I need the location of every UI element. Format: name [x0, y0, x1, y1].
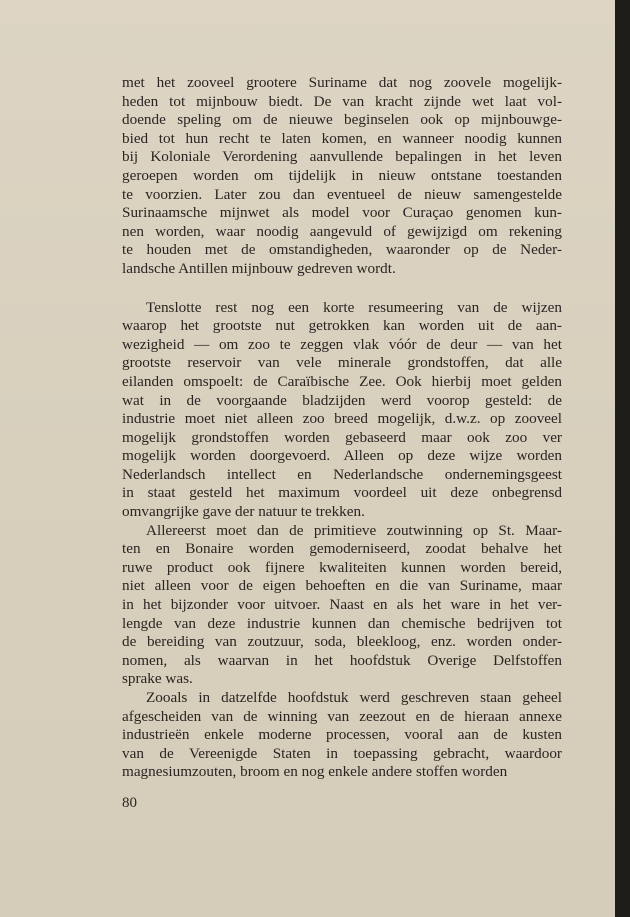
text-line: eilanden omspoelt: de Caraïbische Zee. Ook hierbij moet gelden — [122, 372, 562, 390]
text-line: de bereiding van zoutzuur, soda, bleekloog, enz. worden onder- — [122, 633, 562, 651]
text-line: sprake was. — [122, 670, 193, 688]
text-line: wat in de voorgaande bladzijden werd voorop gesteld: de — [122, 391, 562, 409]
text-line: industrieën enkele moderne processen, vooral aan de kusten — [122, 726, 562, 744]
text-line: niet alleen voor de eigen behoeften en die van Suriname, maar — [122, 577, 562, 595]
body-text — [122, 74, 562, 782]
text-line: geroepen worden om tijdelijk in nieuw ontstane toestanden — [122, 166, 562, 184]
text-line: bij Koloniale Verordening aanvullende bepalingen in het leven — [122, 148, 562, 166]
text-line: Tenslotte rest nog een korte resumeering van de wijzen — [146, 298, 562, 316]
text-line: van de Vereenigde Staten in toepassing gebracht, waardoor — [122, 744, 562, 762]
text-line: te voorzien. Later zou dan eventueel de nieuw samengestelde — [122, 185, 562, 203]
text-line: lengde van deze industrie kunnen dan chemische bedrijven tot — [122, 614, 562, 632]
text-line: magnesiumzouten, broom en nog enkele andere stoffen worden — [122, 763, 508, 781]
book-spine-edge — [615, 0, 630, 917]
paragraph-3 — [122, 522, 562, 689]
text-line: in staat gesteld het maximum voordeel uit deze onbegrensd — [122, 484, 562, 502]
text-line: heden tot mijnbouw biedt. De van kracht zijnde wet laat vol- — [122, 92, 562, 110]
text-line: Allereerst moet dan de primitieve zoutwinning op St. Maar- — [146, 521, 562, 539]
paragraph-4 — [122, 689, 562, 782]
text-line: bied tot hun recht te laten komen, en wanneer noodig kunnen — [122, 129, 562, 147]
text-line: grootste reservoir van vele minerale grondstoffen, dat alle — [122, 354, 562, 372]
text-line: landsche Antillen mijnbouw gedreven wordt. — [122, 259, 396, 277]
text-line: mogelijk worden doorgevoerd. Alleen op deze wijze worden — [122, 447, 562, 465]
text-line: met het zooveel grootere Suriname dat nog zoovele mogelijk- — [122, 74, 562, 91]
text-line: Nederlandsch intellect en Nederlandsche ondernemingsgeest — [122, 465, 562, 483]
text-line: afgescheiden van de winning van zeezout en de hieraan annexe — [122, 707, 562, 725]
paragraph-1 — [122, 74, 562, 279]
text-line: doende speling om de nieuwe beginselen ook op mijnbouwge- — [122, 111, 562, 129]
text-line: omvangrijke gave der natuur te trekken. — [122, 503, 365, 521]
text-line: mogelijk grondstoffen worden gebaseerd maar ook zoo ver — [122, 428, 562, 446]
paragraph-2 — [122, 299, 562, 522]
text-line: Zooals in datzelfde hoofdstuk werd geschreven staan geheel — [146, 689, 562, 706]
text-line: waarop het grootste nut getrokken kan worden uit de aan- — [122, 317, 562, 335]
text-line: in het bijzonder voor uitvoer. Naast en als het ware in het ver- — [122, 596, 562, 614]
text-line: te houden met de omstandigheden, waaronder op de Neder- — [122, 241, 562, 259]
text-line: industrie moet niet alleen zoo breed mogelijk, d.w.z. op zooveel — [122, 410, 562, 428]
text-line: nen worden, waar noodig aangevuld of gewijzigd om rekening — [122, 222, 562, 240]
text-line: nomen, als waarvan in het hoofdstuk Overige Delfstoffen — [122, 651, 562, 669]
text-line: ten en Bonaire worden gemoderniseerd, zoodat behalve het — [122, 540, 562, 558]
text-line: wezigheid — om zoo te zeggen vlak vóór de deur — van het — [122, 335, 562, 353]
page-number: 80 — [122, 795, 137, 811]
text-line: ruwe product ook fijnere kwaliteiten kunnen worden bereid, — [122, 558, 562, 576]
text-line: Surinaamsche mijnwet als model voor Curaçao genomen kun- — [122, 204, 562, 222]
